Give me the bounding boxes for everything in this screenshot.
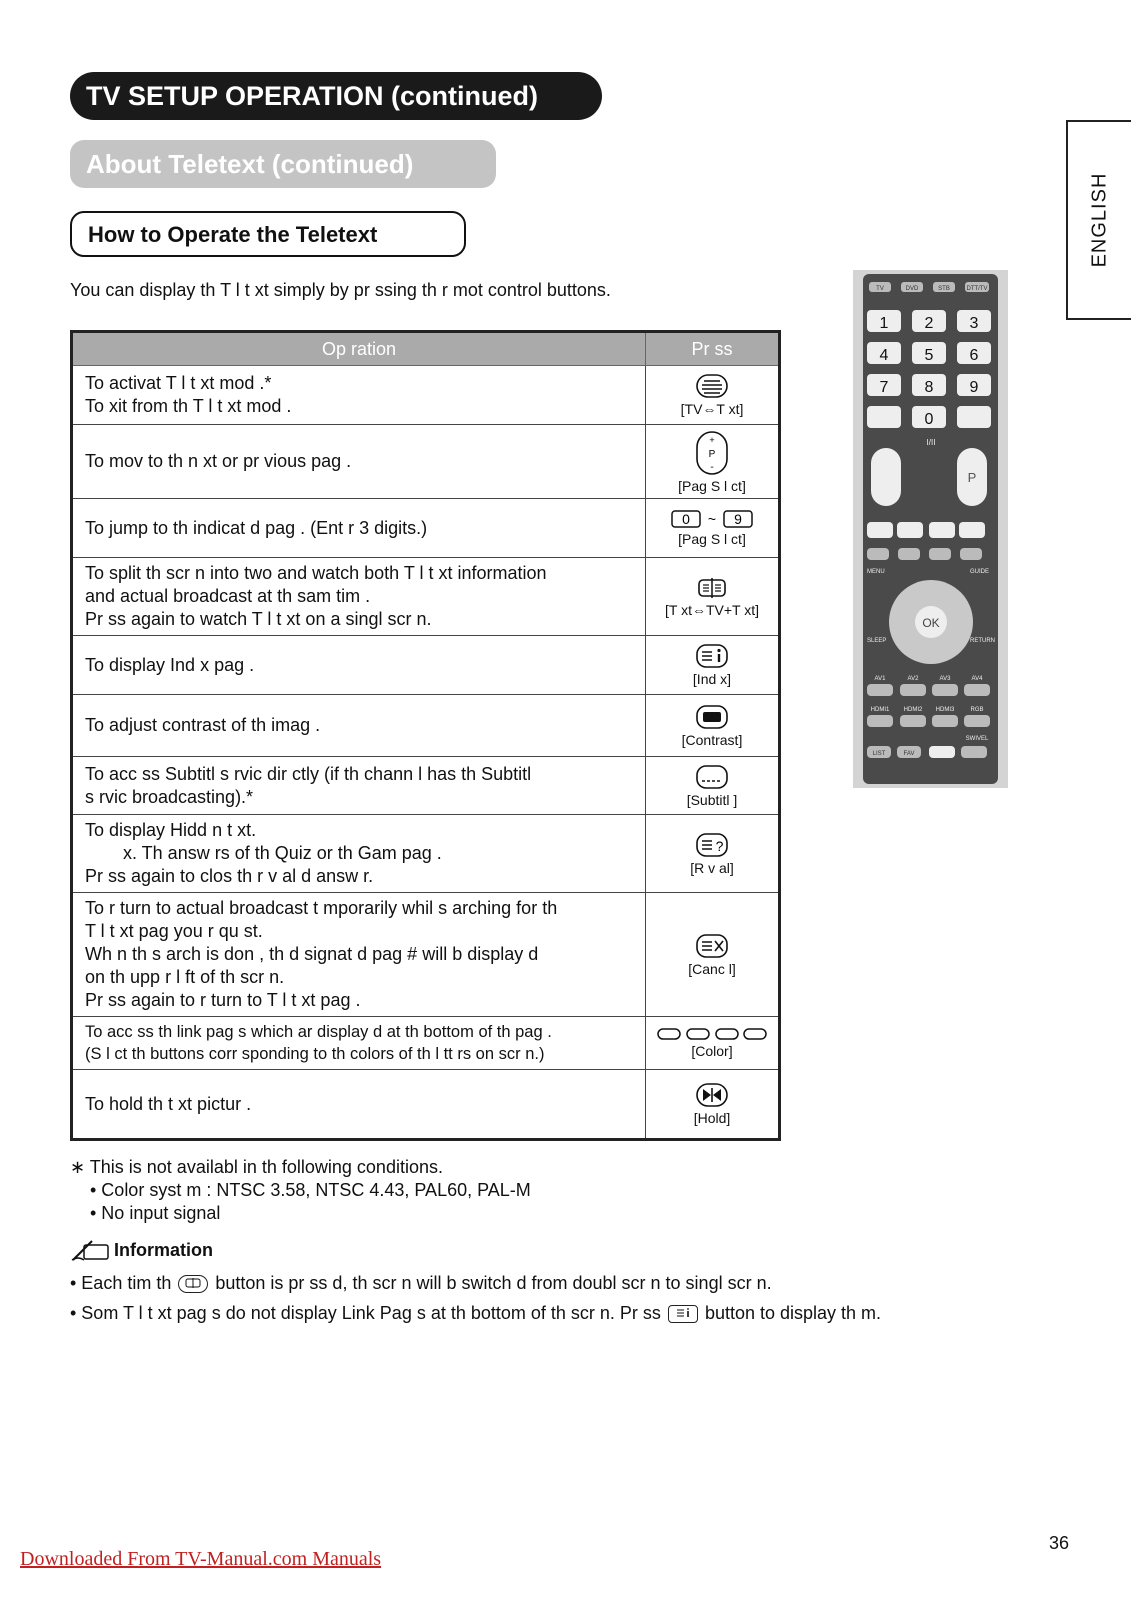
table-row bbox=[72, 1070, 780, 1140]
split-screen-icon bbox=[695, 576, 729, 600]
press-cell bbox=[646, 695, 780, 757]
press-label: [Canc l] bbox=[688, 960, 736, 977]
remote-av-label: AV2 bbox=[907, 676, 919, 682]
table-header-row bbox=[72, 332, 780, 366]
remote-digit: 3 bbox=[969, 315, 979, 332]
remote-digit: 8 bbox=[924, 379, 934, 396]
operation-cell bbox=[72, 815, 646, 893]
remote-digit: 6 bbox=[969, 347, 979, 364]
operation-line: To xit from th T l t xt mod . bbox=[85, 396, 292, 416]
info-text-part: button is pr ss d, th scr n will b switch d from doubl scr n to singl scr n. bbox=[215, 1273, 772, 1293]
remote-digit: 4 bbox=[879, 347, 889, 364]
remote-fav-label: FAV bbox=[903, 751, 915, 757]
remote-av-label: AV1 bbox=[874, 676, 886, 682]
press-cell bbox=[646, 499, 780, 558]
operation-line: Pr ss again to r turn to T l t xt pag . bbox=[85, 990, 361, 1010]
operation-line: Pr ss again to clos th r v al d answ r. bbox=[85, 866, 374, 886]
note-text: This is not availabl in th following conditions. bbox=[89, 1157, 443, 1177]
star-mark: ∗ bbox=[70, 1157, 86, 1177]
operation-cell bbox=[72, 499, 646, 558]
information-title: Information bbox=[114, 1239, 213, 1260]
remote-key-stb: STB bbox=[938, 286, 950, 292]
remote-digit: 5 bbox=[924, 347, 934, 364]
operation-line: and actual broadcast at th sam tim . bbox=[85, 586, 371, 606]
press-cell bbox=[646, 815, 780, 893]
subtitle-icon bbox=[695, 764, 729, 790]
operation-line: (S l ct th buttons corr sponding to th colors of th l tt rs on scr n.) bbox=[85, 1045, 545, 1063]
availability-notes bbox=[70, 1156, 531, 1225]
rocker-plus: + bbox=[709, 434, 715, 445]
cancel-icon bbox=[695, 933, 729, 959]
intro-text: You can display th T l t xt simply by pr ssing th r mot control buttons. bbox=[70, 280, 611, 300]
operation-line: To activat T l t xt mod .* bbox=[85, 373, 272, 393]
operation-line: To display Ind x pag . bbox=[85, 654, 255, 675]
table-row bbox=[72, 499, 780, 558]
note-item: • No input signal bbox=[90, 1203, 221, 1223]
press-label: [Subtitl ] bbox=[686, 791, 738, 808]
info-text-part: button to display th m. bbox=[704, 1303, 882, 1323]
operation-cell bbox=[72, 695, 646, 757]
operation-cell bbox=[72, 1017, 646, 1070]
press-label: [Hold] bbox=[693, 1110, 731, 1126]
remote-hdmi-label: HDMI1 bbox=[870, 707, 890, 713]
table-row bbox=[72, 636, 780, 695]
subsection-title: How to Operate the Teletext bbox=[70, 211, 466, 257]
operation-line: To r turn to actual broadcast t mporarily whil s arching for th bbox=[85, 898, 558, 918]
remote-digit: 9 bbox=[969, 379, 979, 396]
rocker-minus: - bbox=[710, 461, 714, 473]
language-label: ENGLISH bbox=[1088, 172, 1110, 268]
digit-key-0: 0 bbox=[682, 511, 690, 527]
language-tab bbox=[1066, 120, 1131, 320]
remote-hdmi-label: HDMI2 bbox=[903, 707, 923, 713]
info-text-part: • Each tim th bbox=[70, 1273, 172, 1293]
reveal-icon bbox=[695, 832, 729, 858]
remote-key-dvd: DVD bbox=[905, 286, 919, 292]
footer-link[interactable]: Downloaded From TV-Manual.com Manuals bbox=[20, 1548, 382, 1570]
press-cell bbox=[646, 893, 780, 1017]
remote-av-label: AV3 bbox=[939, 676, 951, 682]
tilde: ~ bbox=[707, 511, 717, 527]
operation-cell bbox=[72, 757, 646, 815]
press-cell bbox=[646, 757, 780, 815]
press-cell bbox=[646, 1017, 780, 1070]
teletext-icon bbox=[695, 373, 729, 399]
information-line-1 bbox=[70, 1268, 881, 1298]
press-column-header: Pr ss bbox=[646, 332, 780, 366]
operation-line: To acc ss Subtitl s rvic dir ctly (if th chann l has th Subtitl bbox=[85, 763, 532, 784]
operation-line: T l t xt pag you r qu st. bbox=[85, 921, 263, 941]
operation-cell bbox=[72, 1070, 646, 1140]
information-line-2 bbox=[70, 1298, 881, 1328]
table-row bbox=[72, 815, 780, 893]
remote-p-label: P bbox=[967, 470, 977, 485]
information-text bbox=[70, 1268, 881, 1328]
color-keys-icon bbox=[656, 1027, 768, 1041]
note-item: • Color syst m : NTSC 3.58, NTSC 4.43, PAL60, PAL-M bbox=[90, 1180, 531, 1200]
operation-line: Pr ss again to watch T l t xt on a singl scr n. bbox=[85, 609, 432, 629]
operation-line: x. Th answ rs of th Quiz or th Gam pag . bbox=[123, 843, 442, 863]
remote-digit: 0 bbox=[924, 411, 934, 428]
table-row bbox=[72, 695, 780, 757]
digit-keys-icon bbox=[670, 509, 754, 529]
press-cell bbox=[646, 636, 780, 695]
contrast-icon bbox=[695, 704, 729, 730]
table-row bbox=[72, 425, 780, 499]
remote-hdmi-label: HDMI3 bbox=[935, 707, 955, 713]
index-icon bbox=[695, 643, 729, 669]
operation-line: on th upp r l ft of th scr n. bbox=[85, 967, 285, 987]
operation-line: s rvic broadcasting).* bbox=[85, 786, 254, 807]
page-number: 36 bbox=[1049, 1533, 1070, 1553]
rocker-p: P bbox=[708, 448, 716, 460]
remote-swivel-label: SWIVEL bbox=[965, 736, 989, 742]
remote-digit: 1 bbox=[879, 315, 889, 332]
remote-hdmi-label: RGB bbox=[970, 707, 984, 713]
operation-line: Wh n th s arch is don , th d signat d pag # will b display d bbox=[85, 944, 539, 964]
remote-sleep-label: SLEEP bbox=[867, 638, 887, 644]
pen-note-icon bbox=[70, 1238, 110, 1262]
operation-cell bbox=[72, 558, 646, 636]
operation-cell bbox=[72, 425, 646, 499]
remote-list-label: LIST bbox=[872, 751, 886, 757]
main-title: TV SETUP OPERATION (continued) bbox=[70, 72, 602, 120]
press-label: [Ind x] bbox=[692, 671, 732, 687]
section-title: About Teletext (continued) bbox=[70, 140, 496, 188]
remote-av-label: AV4 bbox=[971, 676, 983, 682]
press-cell bbox=[646, 366, 780, 425]
operation-line: To hold th t xt pictur . bbox=[85, 1093, 252, 1114]
operation-line: To jump to th indicat d pag . (Ent r 3 digits.) bbox=[85, 517, 428, 538]
table-row bbox=[72, 366, 780, 425]
operation-line: To adjust contrast of th imag . bbox=[85, 715, 321, 735]
hold-icon bbox=[695, 1082, 729, 1108]
digit-key-9: 9 bbox=[734, 511, 742, 527]
remote-ok-label: OK bbox=[922, 616, 940, 630]
index-button-icon bbox=[668, 1305, 698, 1323]
operation-line: To display Hidd n t xt. bbox=[85, 820, 257, 840]
info-text-part: • Som T l t xt pag s do not display Link Pag s at th bottom of th scr n. Pr ss bbox=[70, 1303, 661, 1323]
information-heading bbox=[70, 1238, 213, 1262]
press-label: [R v al] bbox=[690, 859, 734, 876]
press-cell bbox=[646, 425, 780, 499]
note-main bbox=[70, 1156, 531, 1179]
operation-column-header: Op ration bbox=[72, 332, 646, 366]
press-label: [Pag S l ct] bbox=[678, 477, 746, 494]
svg-text:?: ? bbox=[715, 837, 724, 854]
remote-return-label: RETURN bbox=[970, 638, 995, 644]
table-row bbox=[72, 757, 780, 815]
remote-control-image bbox=[853, 270, 1008, 788]
table-row bbox=[72, 893, 780, 1017]
remote-i-ii-label: I/II bbox=[926, 438, 936, 447]
operation-line: To split th scr n into two and watch both T l t xt information bbox=[85, 563, 547, 583]
press-label: [TV⇔T xt] bbox=[680, 401, 744, 417]
table-row bbox=[72, 558, 780, 636]
press-label: [T xt⇔TV+T xt] bbox=[664, 601, 759, 618]
operation-cell bbox=[72, 636, 646, 695]
remote-guide-label: GUIDE bbox=[970, 569, 990, 575]
operation-line: To mov to th n xt or pr vious pag . bbox=[85, 451, 352, 471]
press-label: [Contrast] bbox=[681, 731, 743, 748]
operation-cell bbox=[72, 366, 646, 425]
remote-digit: 2 bbox=[924, 315, 934, 332]
remote-key-tv: TV bbox=[876, 286, 884, 292]
press-cell bbox=[646, 558, 780, 636]
press-label: [Pag S l ct] bbox=[678, 531, 746, 547]
remote-menu-label: MENU bbox=[867, 569, 885, 575]
press-cell bbox=[646, 1070, 780, 1140]
remote-key-dtt: DTT/TV bbox=[966, 286, 988, 292]
page-rocker-icon bbox=[695, 430, 729, 476]
operations-table bbox=[70, 330, 781, 1141]
table-row bbox=[72, 1017, 780, 1070]
operation-cell bbox=[72, 893, 646, 1017]
operation-line: To acc ss th link pag s which ar display d at th bottom of th pag . bbox=[85, 1023, 552, 1041]
remote-digit: 7 bbox=[879, 379, 889, 396]
press-label: [Color] bbox=[691, 1043, 733, 1059]
split-button-icon bbox=[178, 1275, 208, 1293]
